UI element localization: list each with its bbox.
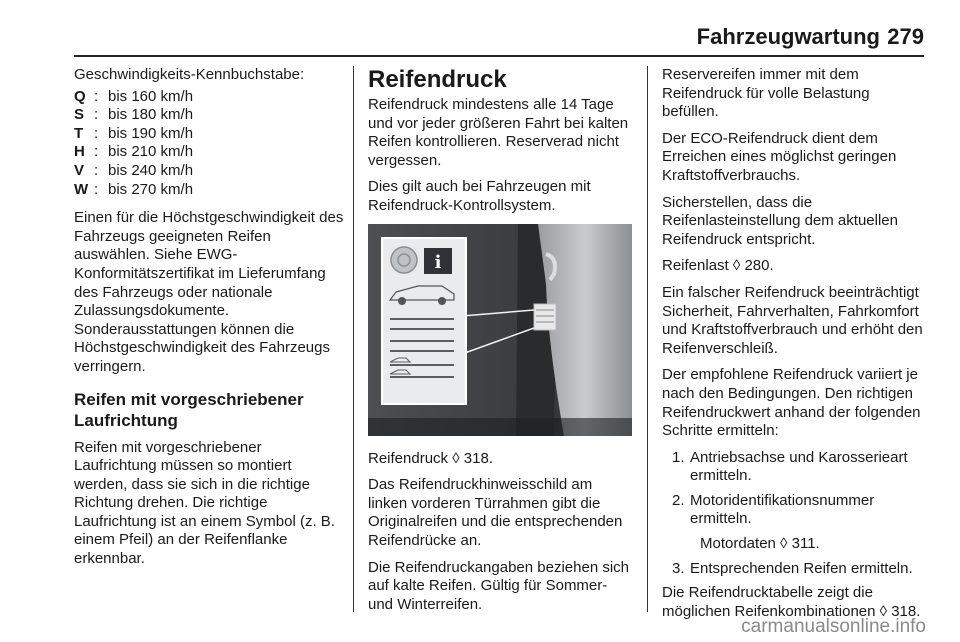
speed-row [74,181,346,200]
speed-letter: V [74,161,85,179]
wrong-pressure-paragraph: Ein falscher Reifendruck beeinträchtigt Sicherheit, Fahrverhalten, Fahrkomfort und Kraftstoffverbrauch und erhöht den Reifenverschleiß. [662,283,923,357]
image-reference: Reifendruck ◊ 318. [368,449,493,467]
page-number: 279 [887,24,924,49]
list-item [672,560,928,579]
list-item [672,449,928,486]
speed-value: bis 190 km/h [108,124,194,142]
speed-letter: T [74,124,84,142]
speed-row [74,88,346,107]
section-title: Reifendruck [368,66,507,93]
max-speed-paragraph: Einen für die Höchstgeschwindigkeit des Fahrzeugs geeigneten Reifen auswählen. Siehe EWG-Konformitätszertifikat im Lieferumfang des Fahrzeugs oder nationale Zulassungsdokumente. Sonderausstattungen können die Höchstgeschwindigkeit des Fahrzeugs verringern. [74,209,344,375]
speed-value: bis 240 km/h [108,161,194,179]
column-1 [74,66,346,577]
speed-list [74,88,346,200]
step-text: Entsprechenden Reifen ermitteln. [690,559,913,577]
speed-value: bis 210 km/h [108,143,194,161]
speed-letter: W [74,180,89,198]
small-door-label [534,304,556,330]
eco-pressure-paragraph: Der ECO-Reifendruck dient dem Erreichen eines möglichst geringen Kraftstoffverbrauchs. [662,129,897,184]
column-2 [368,66,634,622]
label-location-paragraph: Das Reifendruckhinweisschild am linken vorderen Türrahmen gibt die Originalreifen und die entsprechenden Reifendrücke an. [368,476,623,549]
step-number: 3. [672,559,685,577]
speed-colon: : [94,124,99,142]
speed-letter: H [74,143,85,161]
info-icon-glyph: i [434,251,442,273]
column-3 [662,66,928,629]
step-number: 1. [672,448,685,466]
speed-row [74,125,346,144]
speed-row [74,162,346,181]
speed-colon: : [94,161,99,179]
column-divider-1 [353,66,354,612]
speed-colon: : [94,106,99,124]
step-text: Antriebsachse und Karosserieart ermitteln. [690,448,908,485]
column-divider-2 [647,66,648,612]
watermark: carmanualsonline.info [741,616,926,637]
list-item [672,492,928,529]
cold-tires-paragraph: Die Reifendruckangaben beziehen sich auf kalte Reifen. Gültig für Sommer- und Winterreifen. [368,558,630,613]
directional-tires-paragraph: Reifen mit vorgeschriebener Laufrichtung müssen so montiert werden, dass sie sich in die richtige Richtung drehen. Die richtige Laufrichtung ist an einem Symbol (z. B. einem Pfeil) an der Reifenflanke erkennbar. [74,438,335,568]
spare-tire-paragraph: Reservereifen immer mit dem Reifendruck für volle Belastung befüllen. [662,66,870,121]
tire-load-reference: Reifenlast ◊ 280. [662,257,774,275]
speed-letter: Q [74,87,86,105]
pressure-check-paragraph: Reifendruck mindestens alle 14 Tage und vor jeder größeren Fahrt bei kalten Reifen kontrollieren. Reserverad nicht vergessen. [368,96,629,169]
step-number: 2. [672,491,685,509]
speed-letter: S [74,106,85,124]
tire-icon [391,247,417,273]
load-setting-paragraph: Sicherstellen, dass die Reifenlasteinstellung dem aktuellen Reifendruck entspricht. [662,193,898,248]
header-rule [74,55,924,57]
speed-row [74,143,346,162]
speed-colon: : [94,180,99,198]
speed-value: bis 180 km/h [108,106,194,124]
tire-pressure-label-photo [368,224,632,436]
steps-list [672,449,928,579]
speed-row [74,106,346,125]
step-text: Motoridentifikationsnummer ermitteln. [690,491,875,528]
speed-value: bis 270 km/h [108,180,194,198]
speed-value: bis 160 km/h [108,87,194,105]
recommended-pressure-paragraph: Der empfohlene Reifendruck variiert je nach den Bedingungen. Den richtigen Reifendruckwert anhand der folgenden Schritte ermitteln: [662,366,921,440]
speed-colon: : [94,143,99,161]
list-item [672,535,928,554]
step-extra: Motordaten ◊ 311. [700,535,820,553]
header-title: Fahrzeugwartung [696,24,880,49]
speed-colon: : [94,87,99,105]
pressure-table-paragraph: Die Reifendrucktabelle zeigt die möglichen Reifenkombinationen ◊ 318. [662,584,921,620]
pressure-system-paragraph: Dies gilt auch bei Fahrzeugen mit Reifendruck-Kontrollsystem. [368,178,591,214]
directional-tires-heading: Reifen mit vorgeschriebener Laufrichtung [74,389,304,430]
page-header [0,0,960,60]
speed-intro: Geschwindigkeits-Kennbuchstabe: [74,66,305,83]
door-sill [368,418,632,436]
